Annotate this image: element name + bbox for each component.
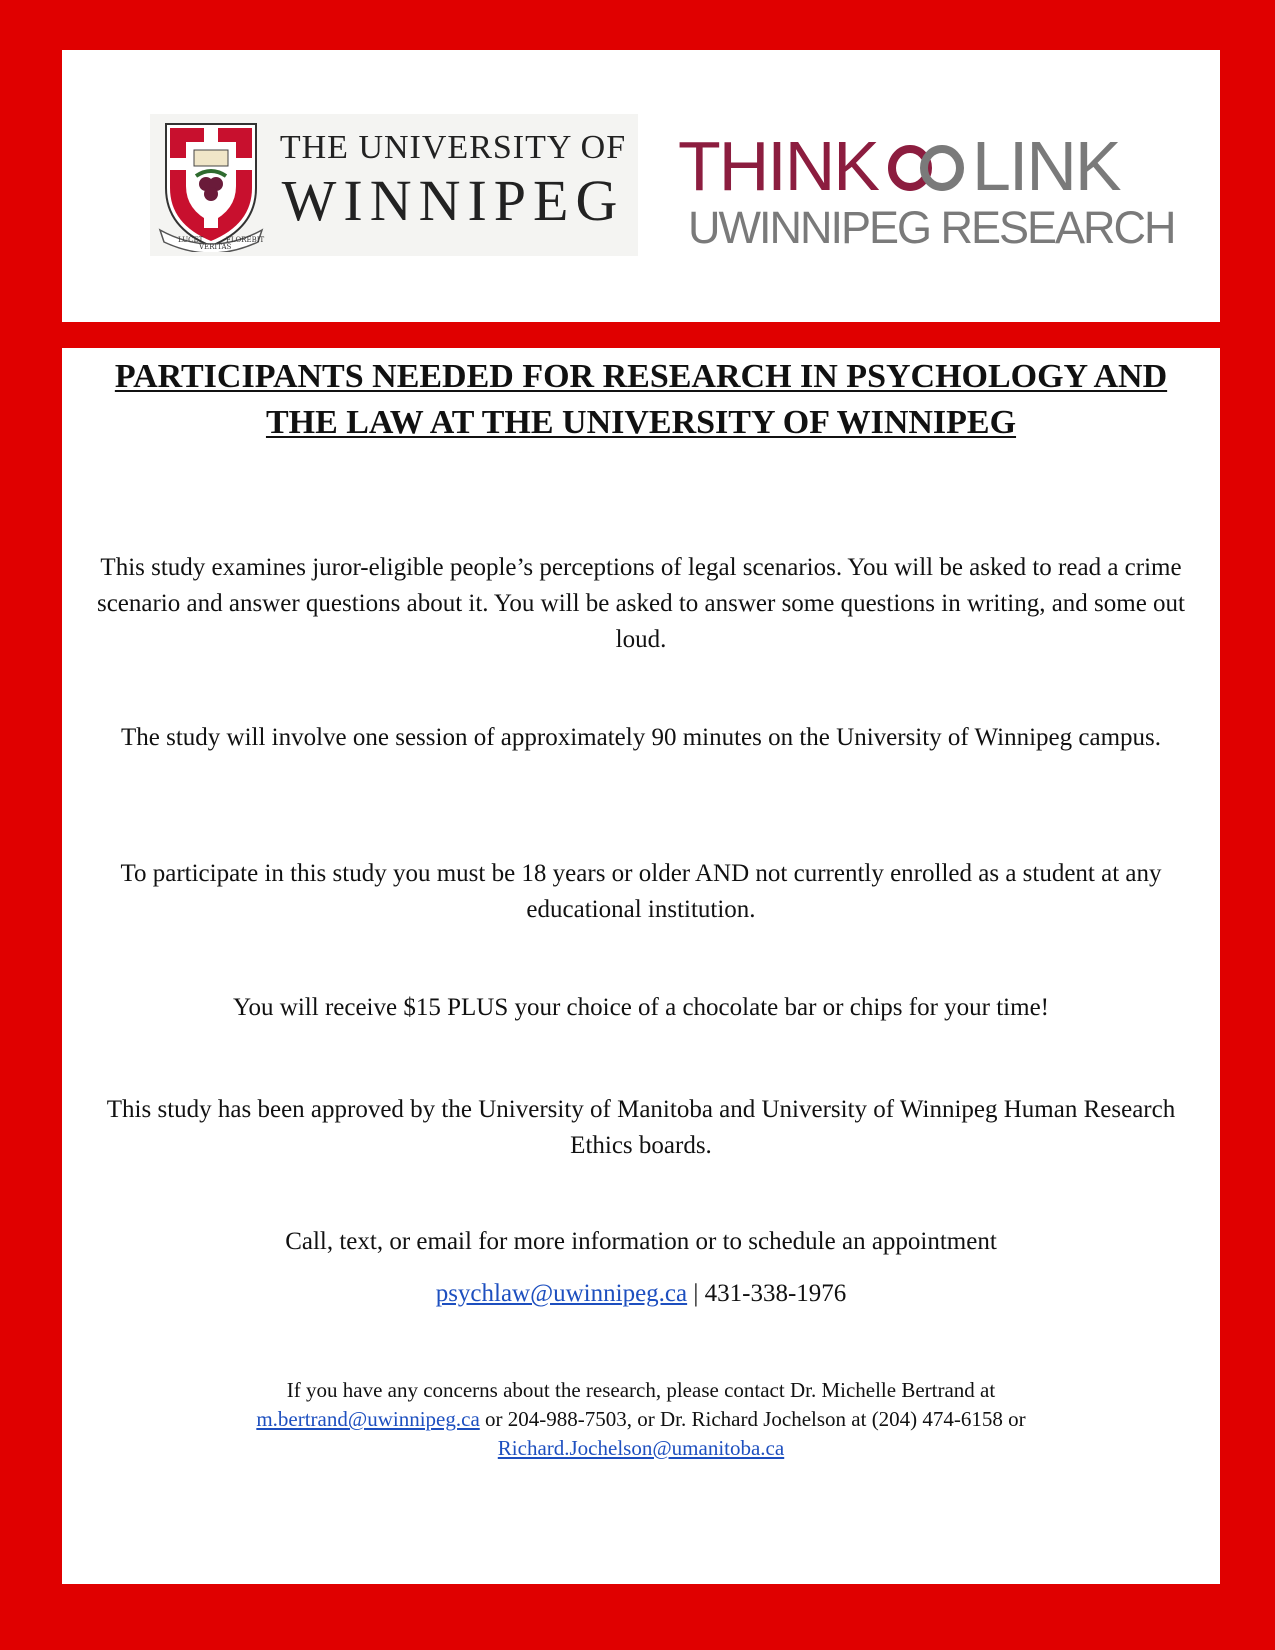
crest-motto-florebit: FLOREBIT — [226, 236, 265, 244]
think-link-logo — [672, 126, 1175, 256]
university-wordmark-line2: WINNIPEG — [281, 168, 625, 233]
infinity-link-icon — [884, 140, 970, 196]
crest-motto-veritas: VERITAS — [199, 243, 232, 251]
content-panel — [62, 348, 1220, 1584]
concerns-text-2: or 204-988-7503, or Dr. Richard Jochelson at (204) 474-6158 or — [479, 1407, 1026, 1431]
crest-motto-lucet: LUCET — [178, 236, 204, 244]
contact-details — [92, 1276, 1190, 1312]
university-wordmark-line1: THE UNIVERSITY OF — [279, 129, 627, 166]
concerns-text-1: If you have any concerns about the research, please contact Dr. Michelle Bertrand at — [286, 1378, 996, 1402]
study-description-paragraph: This study examines juror-eligible people’s perceptions of legal scenarios. You will be asked to read a crime scenario and answer questions about it. You will be asked to answer some questions in writing, and some out loud. — [96, 554, 1186, 653]
contact-intro: Call, text, or email for more information or to schedule an appointment — [285, 1228, 997, 1255]
think-link-subtitle: UWINNIPEG RESEARCH — [688, 202, 1175, 253]
compensation-paragraph: You will receive $15 PLUS your choice of a chocolate bar or chips for your time! — [233, 994, 1049, 1021]
think-link-think-word: THINK — [678, 127, 878, 205]
concerns-paragraph — [92, 1376, 1190, 1463]
header-panel — [62, 50, 1220, 322]
eligibility-paragraph: To participate in this study you must be 18 years or older AND not currently enrolled as a student at any educational institution. — [120, 860, 1162, 923]
session-duration-paragraph: The study will involve one session of approximately 90 minutes on the University of Winnipeg campus. — [120, 724, 1162, 751]
university-crest-icon — [156, 118, 266, 252]
jochelson-email-link[interactable]: Richard.Jochelson@umanitoba.ca — [497, 1436, 785, 1460]
contact-separator: | — [687, 1280, 705, 1307]
contact-email-link[interactable]: psychlaw@uwinnipeg.ca — [435, 1280, 688, 1307]
university-wordmark — [268, 128, 638, 234]
poster-title: PARTICIPANTS NEEDED FOR RESEARCH IN PSYCHOLOGY AND THE LAW AT THE UNIVERSITY OF WINNIPEG — [114, 358, 1168, 441]
university-of-winnipeg-logo — [150, 114, 638, 256]
bertrand-email-link[interactable]: m.bertrand@uwinnipeg.ca — [256, 1407, 480, 1431]
contact-phone: 431-338-1976 — [704, 1280, 847, 1307]
think-link-link-word: LINK — [972, 127, 1120, 205]
ethics-approval-paragraph: This study has been approved by the University of Manitoba and University of Winnipeg Human Research Ethics boards. — [106, 1096, 1176, 1159]
